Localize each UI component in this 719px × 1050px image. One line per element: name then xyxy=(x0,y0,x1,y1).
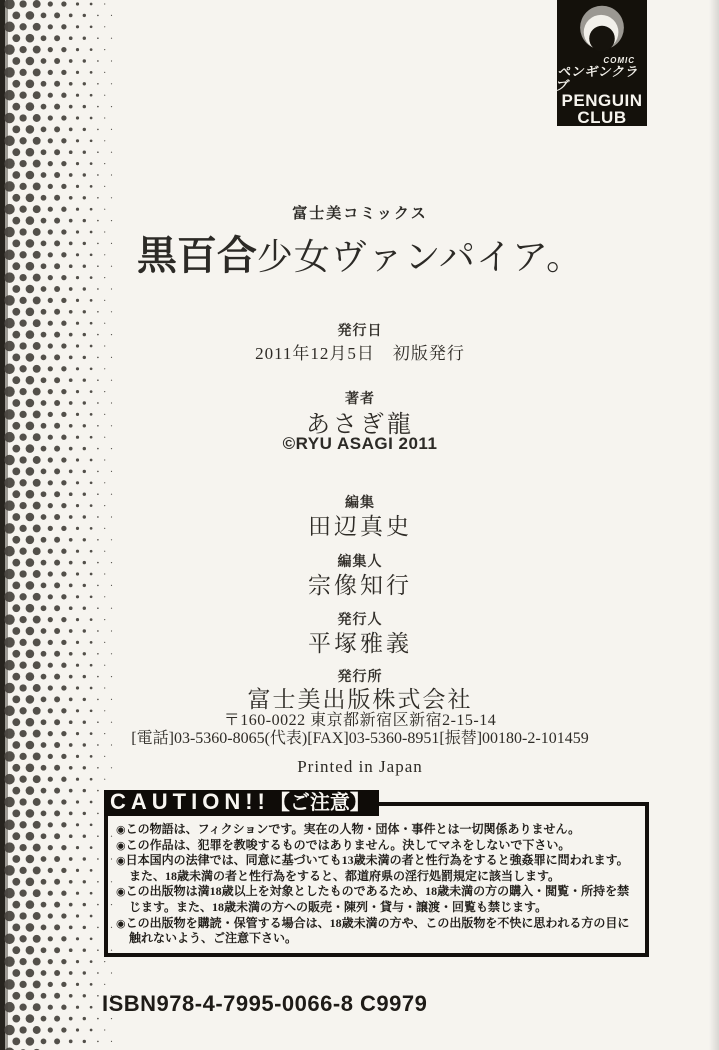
author-label: 著者 xyxy=(345,390,375,406)
logo-katakana-text: ペンギンクラブ xyxy=(554,63,641,93)
author-name: あさぎ龍 xyxy=(306,412,414,438)
bullet-icon: ◉ xyxy=(116,823,126,836)
caution-item-text: 日本国内の法律では、同意に基づいても13歳未満の者と性行為をすると強姦罪に問われます。また、18歳未満の者と性行為をすると、都道府県の淫行処罰規定に該当します。 xyxy=(125,853,629,883)
book-title-bold-part: 黒百合 xyxy=(136,234,257,278)
caution-item xyxy=(116,822,635,838)
caution-item xyxy=(116,853,635,884)
caution-item xyxy=(116,884,635,915)
caution-header-jp: 【ご注意】 xyxy=(269,792,370,814)
editor-name: 田辺真史 xyxy=(308,514,412,539)
chief-editor-name: 宗像知行 xyxy=(308,573,412,598)
page-edge-shadow xyxy=(709,0,719,1050)
copyright-line: ©RYU ASAGI 2011 xyxy=(282,434,438,453)
caution-item-text: この物語は、フィクションです。実在の人物・団体・事件とは一切関係ありません。 xyxy=(125,822,581,836)
bullet-icon: ◉ xyxy=(116,854,126,868)
isbn-line: ISBN978-4-7995-0066-8 C9979 xyxy=(102,991,428,1016)
penguin-club-logo xyxy=(554,0,647,127)
chief-editor-label: 編集人 xyxy=(337,553,383,569)
publishing-house-label: 発行所 xyxy=(337,668,383,684)
caution-list xyxy=(116,822,635,947)
publisher-address: 〒160-0022 東京都新宿区新宿2-15-14 xyxy=(223,712,497,729)
publisher-contacts: [電話]03-5360-8065(代表)[FAX]03-5360-8951[振替]00180-2-101459 xyxy=(131,730,589,747)
publishing-house-name: 富士美出版株式会社 xyxy=(247,687,473,712)
bullet-icon: ◉ xyxy=(116,885,126,899)
caution-item xyxy=(116,838,635,854)
editor-label: 編集 xyxy=(345,494,375,510)
bullet-icon: ◉ xyxy=(116,838,126,852)
penguin-icon xyxy=(557,3,647,58)
book-title xyxy=(40,224,680,281)
logo-penguin-text: PENGUIN xyxy=(561,91,643,110)
bullet-icon: ◉ xyxy=(116,916,126,930)
publisher-label: 発行人 xyxy=(337,611,383,627)
caution-item-text: この出版物は満18歳以上を対象としたものであるため、18歳未満の方の購入・閲覧・所持を禁じます。また、18歳未満の方への販売・陳列・貸与・譲渡・回覧も禁じます。 xyxy=(125,884,630,914)
caution-item xyxy=(116,916,635,947)
series-name: 富士美コミックス xyxy=(292,205,428,222)
logo-club-text: CLUB xyxy=(577,108,627,127)
caution-box xyxy=(104,789,649,957)
publish-date-label: 発行日 xyxy=(337,322,383,338)
printed-in-japan: Printed in Japan xyxy=(297,757,423,776)
caution-header-en: CAUTION!! xyxy=(110,789,270,814)
caution-header xyxy=(104,790,379,816)
caution-item-text: この出版物を購読・保管する場合は、18歳未満の方や、この出版物を不快に思われる方の目に触れないよう、ご注意下さい。 xyxy=(125,915,630,946)
publisher-name: 平塚雅義 xyxy=(308,631,412,656)
logo-comic-text: COMIC xyxy=(603,55,635,65)
book-title-light-part: 少女ヴァンパイア。 xyxy=(256,236,584,277)
publish-date: 2011年12月5日 初版発行 xyxy=(255,344,465,363)
caution-item-text: この作品は、犯罪を教唆するものではありません。決してマネをしないで下さい。 xyxy=(125,837,571,852)
